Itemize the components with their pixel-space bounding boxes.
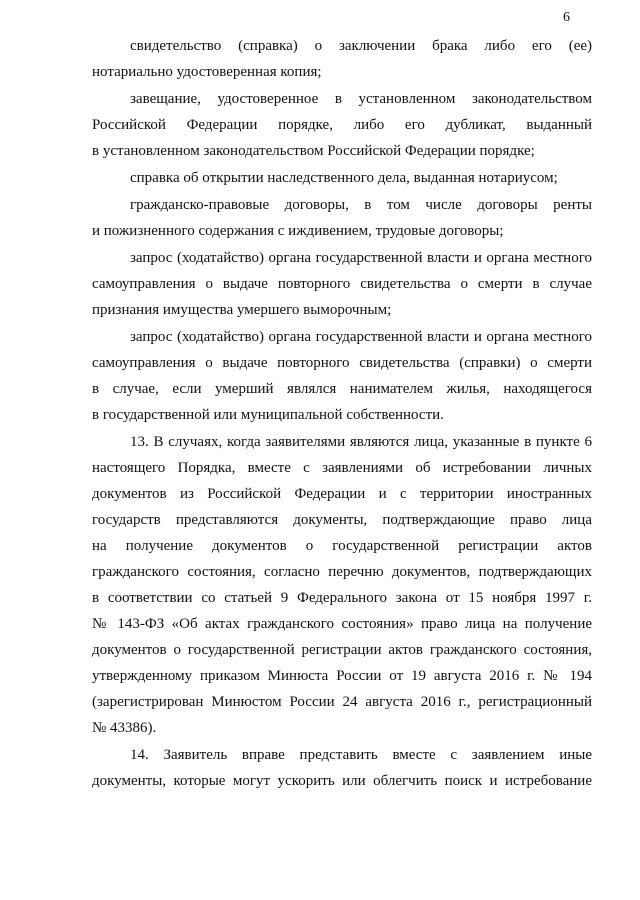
text-line: нотариально удостоверенная копия; xyxy=(92,64,322,80)
text-line: 14. Заявитель вправе представить вместе с заявлением иные xyxy=(130,747,592,763)
text-line: на получение документов о государственной регистрации актов xyxy=(92,538,592,554)
paragraph xyxy=(92,324,592,428)
text-line: документы, которые могут ускорить или облегчить поиск и истребование xyxy=(92,773,592,789)
text-line: в государственной или муниципальной собственности. xyxy=(92,407,444,423)
text-line: признания имущества умершего выморочным; xyxy=(92,302,392,318)
text-line: гражданско-правовые договоры, в том числе договоры ренты xyxy=(130,197,592,213)
text-line: самоуправления о выдаче повторного свидетельства (справки) о смерти xyxy=(92,355,592,371)
text-line: в случае, если умерший являлся нанимателем жилья, находящегося xyxy=(92,381,592,397)
paragraph xyxy=(92,165,592,191)
text-line: Российской Федерации порядке, либо его дубликат, выданный xyxy=(92,117,592,133)
text-line: завещание, удостоверенное в установленном законодательством xyxy=(130,91,592,107)
paragraph xyxy=(92,429,592,741)
text-line: свидетельство (справка) о заключении брака либо его (ее) xyxy=(130,38,592,54)
text-line: самоуправления о выдаче повторного свидетельства о смерти в случае xyxy=(92,276,592,292)
text-line: документов о государственной регистрации актов гражданского состояния, xyxy=(92,642,592,658)
text-line: в установленном законодательством Российской Федерации порядке; xyxy=(92,143,535,159)
document-body xyxy=(92,33,592,794)
text-line: настоящего Порядка, вместе с заявлениями об истребовании личных xyxy=(92,460,592,476)
text-line: и пожизненного содержания с иждивением, трудовые договоры; xyxy=(92,223,504,239)
text-line: справка об открытии наследственного дела, выданная нотариусом; xyxy=(130,170,558,186)
paragraph xyxy=(92,86,592,164)
text-line: утвержденному приказом Минюста России от 19 августа 2016 г. № 194 xyxy=(92,668,592,684)
text-line: № 143-ФЗ «Об актах гражданского состояния» право лица на получение xyxy=(92,616,592,632)
text-line: запрос (ходатайство) органа государственной власти и органа местного xyxy=(130,329,592,345)
text-line: 13. В случаях, когда заявителями являются лица, указанные в пункте 6 xyxy=(130,434,592,450)
text-line: в соответствии со статьей 9 Федерального закона от 15 ноября 1997 г. xyxy=(92,590,592,606)
paragraph xyxy=(92,742,592,794)
text-line: (зарегистрирован Минюстом России 24 августа 2016 г., регистрационный xyxy=(92,694,592,710)
text-line: запрос (ходатайство) органа государственной власти и органа местного xyxy=(130,250,592,266)
text-line: государств представляются документы, подтверждающие право лица xyxy=(92,512,592,528)
text-line: гражданского состояния, согласно перечню документов, подтверждающих xyxy=(92,564,592,580)
text-line: № 43386). xyxy=(92,720,157,736)
paragraph xyxy=(92,245,592,323)
page-number: 6 xyxy=(563,10,570,25)
paragraph xyxy=(92,33,592,85)
paragraph xyxy=(92,192,592,244)
text-line: документов из Российской Федерации и с территории иностранных xyxy=(92,486,592,502)
